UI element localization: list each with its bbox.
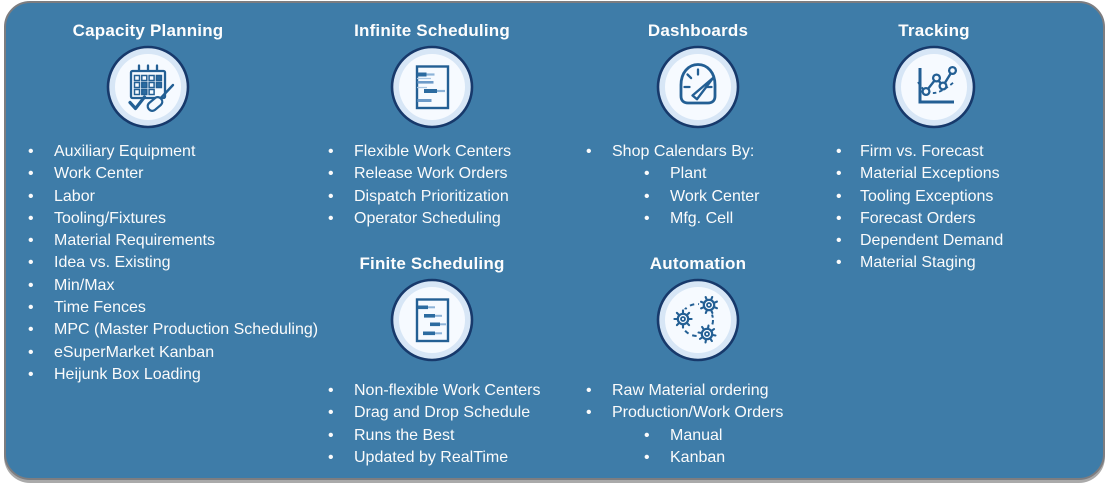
list-item: • Drag and Drop Schedule: [296, 402, 568, 424]
line-chart-icon: [806, 45, 1062, 135]
list-item: • Tooling/Fixtures: [12, 208, 284, 230]
section-title-finite-scheduling: Finite Scheduling: [359, 254, 505, 274]
list-item: • Forecast Orders: [806, 208, 1062, 230]
column-capacity-planning: [12, 9, 319, 386]
list-item: • Production/Work Orders: [566, 402, 830, 424]
column-dashboards-automation: [566, 9, 830, 469]
list-item: • Operator Scheduling: [296, 208, 568, 230]
column-tracking: [806, 9, 1062, 275]
list-subitem: • Mfg. Cell: [566, 208, 830, 230]
section-title-capacity-planning: Capacity Planning: [72, 21, 224, 40]
infinite-scheduling-list: [296, 141, 568, 230]
section-title-infinite-scheduling: Infinite Scheduling: [354, 21, 510, 40]
automation-list: [566, 380, 830, 469]
feature-overview-panel: [4, 1, 1105, 480]
list-item: • Dependent Demand: [806, 230, 1062, 252]
section-title-dashboards: Dashboards: [647, 21, 749, 40]
gantt-document-icon: [296, 278, 568, 368]
list-item: • Runs the Best: [296, 425, 568, 447]
list-item: • Material Exceptions: [806, 163, 1062, 185]
list-item: • Work Center: [12, 163, 284, 185]
list-item: • Flexible Work Centers: [296, 141, 568, 163]
list-item: • Labor: [12, 186, 284, 208]
tracking-list: [806, 141, 1062, 275]
section-title-tracking: Tracking: [898, 21, 970, 40]
list-subitem: • Kanban: [566, 447, 830, 469]
list-item: • Heijunk Box Loading: [12, 364, 284, 386]
schedule-document-icon: [296, 45, 568, 135]
gears-icon: [566, 278, 830, 368]
section-automation: [566, 254, 830, 469]
list-item: • Material Requirements: [12, 230, 284, 252]
list-subitem: • Manual: [566, 425, 830, 447]
list-item: • Non-flexible Work Centers: [296, 380, 568, 402]
dashboards-list: [566, 141, 830, 230]
list-item: • Min/Max: [12, 275, 284, 297]
gauge-icon: [566, 45, 830, 135]
list-item: • Release Work Orders: [296, 163, 568, 185]
finite-scheduling-list: [296, 380, 568, 469]
section-finite-scheduling: [296, 254, 568, 469]
list-item: • Material Staging: [806, 252, 1062, 274]
list-item: • Auxiliary Equipment: [12, 141, 284, 163]
list-item: • Dispatch Prioritization: [296, 186, 568, 208]
list-item: • Firm vs. Forecast: [806, 141, 1062, 163]
list-subitem: • Plant: [566, 163, 830, 185]
list-item: • Updated by RealTime: [296, 447, 568, 469]
calendar-gavel-icon: [12, 45, 284, 135]
capacity-planning-list: [12, 141, 319, 386]
list-item: • Idea vs. Existing: [12, 252, 284, 274]
list-subitem: • Work Center: [566, 186, 830, 208]
list-item: • eSuperMarket Kanban: [12, 342, 284, 364]
list-item: • Tooling Exceptions: [806, 186, 1062, 208]
column-scheduling: [296, 9, 568, 469]
section-title-automation: Automation: [649, 254, 747, 274]
list-item: • Time Fences: [12, 297, 284, 319]
list-item: • Shop Calendars By:: [566, 141, 830, 163]
list-item: • MPC (Master Production Scheduling): [12, 319, 284, 341]
list-item: • Raw Material ordering: [566, 380, 830, 402]
